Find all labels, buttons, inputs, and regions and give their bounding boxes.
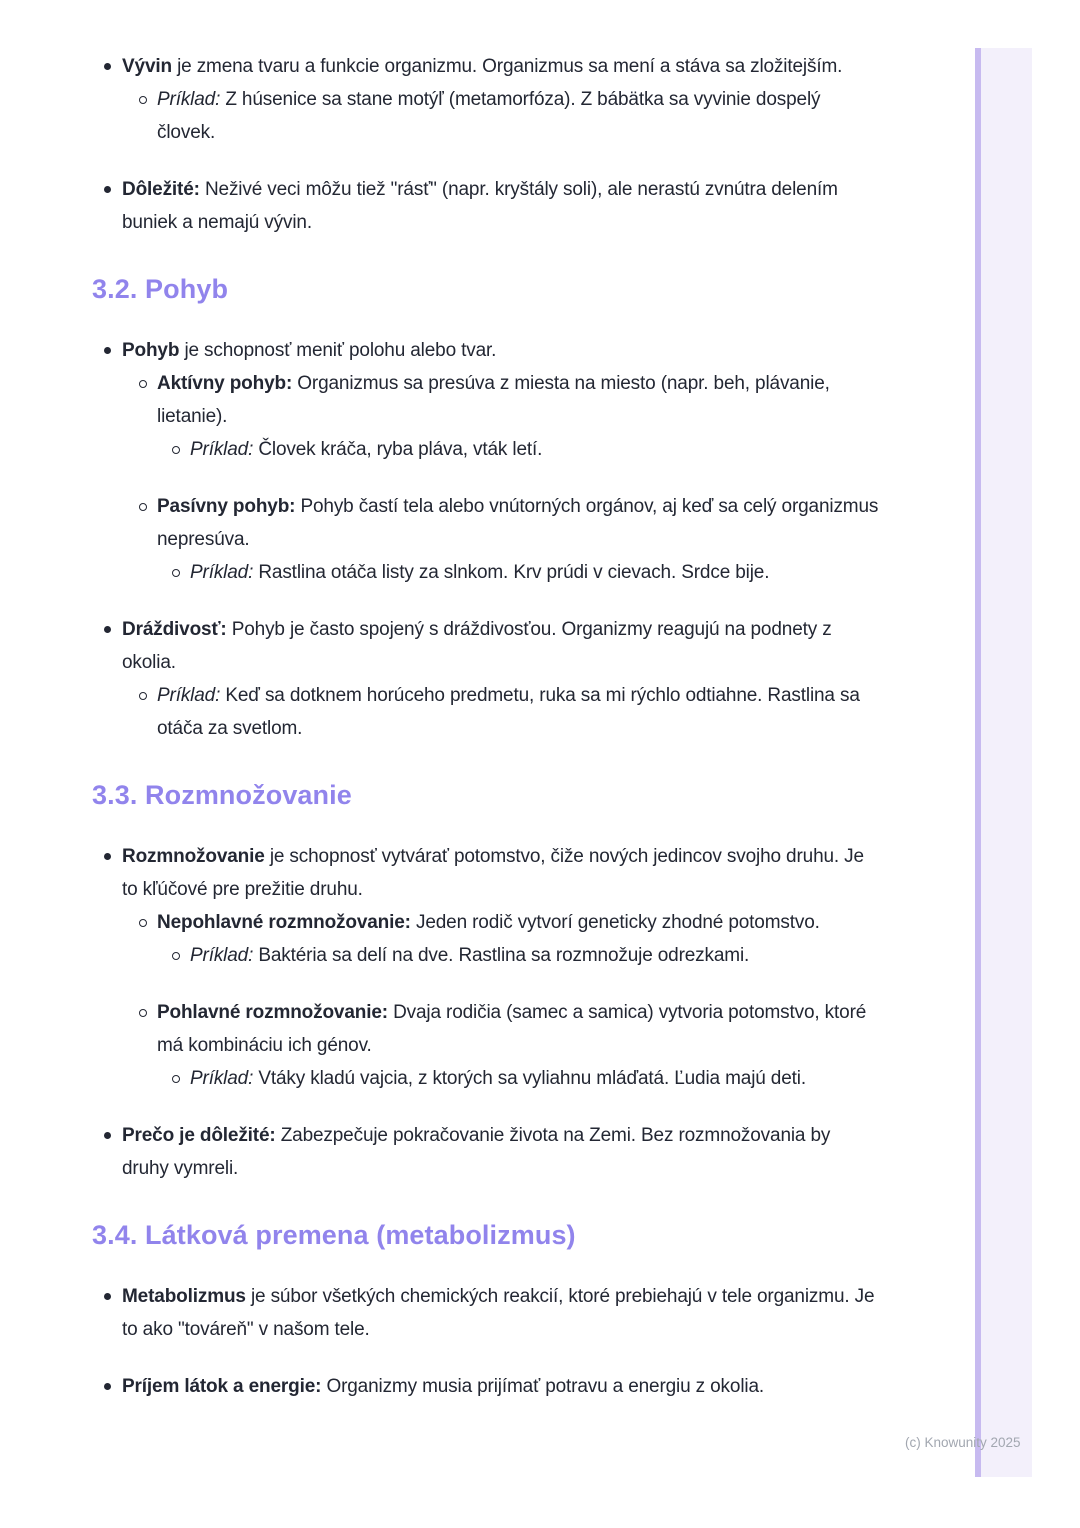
bullet-disc-icon [104,626,111,633]
text-run: Vtáky kladú vajcia, z ktorých sa vyliahnu mláďatá. Ľudia majú deti. [253,1068,806,1089]
text-run: Organizmus sa presúva z miesta na miesto (napr. beh, plávanie, lietanie). [157,373,830,427]
bullet-item [92,433,882,466]
bullet-disc-icon [104,1293,111,1300]
text-run: Dráždivosť: [122,619,227,640]
text-run: Jeden rodič vytvorí geneticky zhodné potomstvo. [410,912,820,933]
bullet-circle-icon [139,692,147,700]
text-run: Keď sa dotknem horúceho predmetu, ruka sa mi rýchlo odtiahne. Rastlina sa otáča za svetlom. [157,685,860,739]
bullet-disc-icon [104,347,111,354]
bullet-item [92,367,882,433]
bullet-text [157,496,878,550]
text-run: Prečo je dôležité: [122,1125,276,1146]
bullet-circle-icon [172,1075,180,1083]
bullet-item [92,1119,882,1185]
bullet-item [92,939,882,972]
text-run: je schopnosť vytvárať potomstvo, čiže nových jedincov svojho druhu. Je to kľúčové pre prežitie druhu. [122,846,864,900]
bullet-text [122,179,838,233]
text-run: Pohyb je často spojený s dráždivosťou. Organizmy reagujú na podnety z okolia. [122,619,832,673]
bullet-text [190,1068,806,1089]
text-run: Príklad: [157,685,221,706]
text-run: Pohyb častí tela alebo vnútorných orgánov, aj keď sa celý organizmus nepresúva. [157,496,879,550]
text-run: Aktívny pohyb: [157,373,293,394]
bullet-circle-icon [172,952,180,960]
text-run: Dvaja rodičia (samec a samica) vytvoria potomstvo, ktoré má kombináciu ich génov. [157,1002,867,1056]
text-run: Baktéria sa delí na dve. Rastlina sa rozmnožuje odrezkami. [253,945,750,966]
bullet-disc-icon [104,853,111,860]
bullet-item [92,173,882,239]
text-run: Rastlina otáča listy za slnkom. Krv prúdi v cievach. Srdce bije. [253,562,770,583]
bullet-text [190,945,749,966]
text-run: Vývin [122,56,172,77]
text-run: je zmena tvaru a funkcie organizmu. Organizmus sa mení a stáva sa zložitejším. [171,56,843,77]
text-run: Príklad: [190,562,254,583]
text-run: Pasívny pohyb: [157,496,296,517]
text-run: Pohyb [122,340,180,361]
bullet-text [122,1125,830,1179]
text-run: Rozmnožovanie [122,846,265,867]
text-run: Neživé veci môžu tiež "rásť" (napr. kryštály soli), ale nerastú zvnútra delením buniek a nemajú vývin. [122,179,838,233]
copyright-watermark: (c) Knowunity 2025 [905,1435,1021,1450]
text-run: Pohlavné rozmnožovanie: [157,1002,388,1023]
bullet-item [92,996,882,1062]
bullet-text [157,912,820,933]
text-run: je schopnosť meniť polohu alebo tvar. [179,340,497,361]
text-run: Príklad: [190,439,254,460]
bullet-item [92,679,882,745]
text-run: je súbor všetkých chemických reakcií, ktoré prebiehajú v tele organizmu. Je to ako "továreň" v našom tele. [122,1286,875,1340]
bullet-text [122,1286,874,1340]
bullet-item [92,1280,882,1346]
bullet-circle-icon [139,503,147,511]
bullet-item [92,490,882,556]
text-run: Dôležité: [122,179,200,200]
bullet-text [157,1002,866,1056]
bullet-item [92,906,882,939]
bullet-circle-icon [139,919,147,927]
text-run: Príklad: [157,89,221,110]
bullet-text [190,562,769,583]
bullet-text [157,373,830,427]
bullet-disc-icon [104,63,111,70]
bullet-text [122,56,842,77]
section-heading: 3.4. Látková premena (metabolizmus) [92,1220,576,1250]
bullet-text [190,439,542,460]
bullet-text [122,1376,764,1397]
bullet-text [157,89,820,143]
right-accent-bar [975,48,1032,1477]
text-run: Príklad: [190,1068,254,1089]
text-run: Človek kráča, ryba pláva, vták letí. [253,439,543,460]
section-heading: 3.2. Pohyb [92,274,229,304]
text-run: Zabezpečuje pokračovanie života na Zemi. Bez rozmnožovania by druhy vymreli. [122,1125,831,1179]
bullet-disc-icon [104,186,111,193]
bullet-item [92,1062,882,1095]
bullet-item [92,50,882,83]
bullet-text [122,619,832,673]
notes-content [92,50,882,1403]
bullet-disc-icon [104,1132,111,1139]
text-run: Nepohlavné rozmnožovanie: [157,912,411,933]
text-run: Príklad: [190,945,254,966]
bullet-circle-icon [139,96,147,104]
bullet-item [92,613,882,679]
bullet-circle-icon [139,380,147,388]
bullet-text [122,340,496,361]
section-heading: 3.3. Rozmnožovanie [92,780,352,810]
text-run: Organizmy musia prijímať potravu a energiu z okolia. [321,1376,765,1397]
bullet-item [92,1370,882,1403]
bullet-text [157,685,860,739]
bullet-text [122,846,864,900]
text-run: Metabolizmus [122,1286,246,1307]
bullet-circle-icon [172,446,180,454]
text-run: Z húsenice sa stane motýľ (metamorfóza). Z bábätka sa vyvinie dospelý človek. [157,89,821,143]
bullet-circle-icon [139,1009,147,1017]
bullet-item [92,840,882,906]
bullet-item [92,334,882,367]
bullet-circle-icon [172,569,180,577]
bullet-item [92,556,882,589]
bullet-item [92,83,882,149]
text-run: Príjem látok a energie: [122,1376,322,1397]
bullet-disc-icon [104,1383,111,1390]
